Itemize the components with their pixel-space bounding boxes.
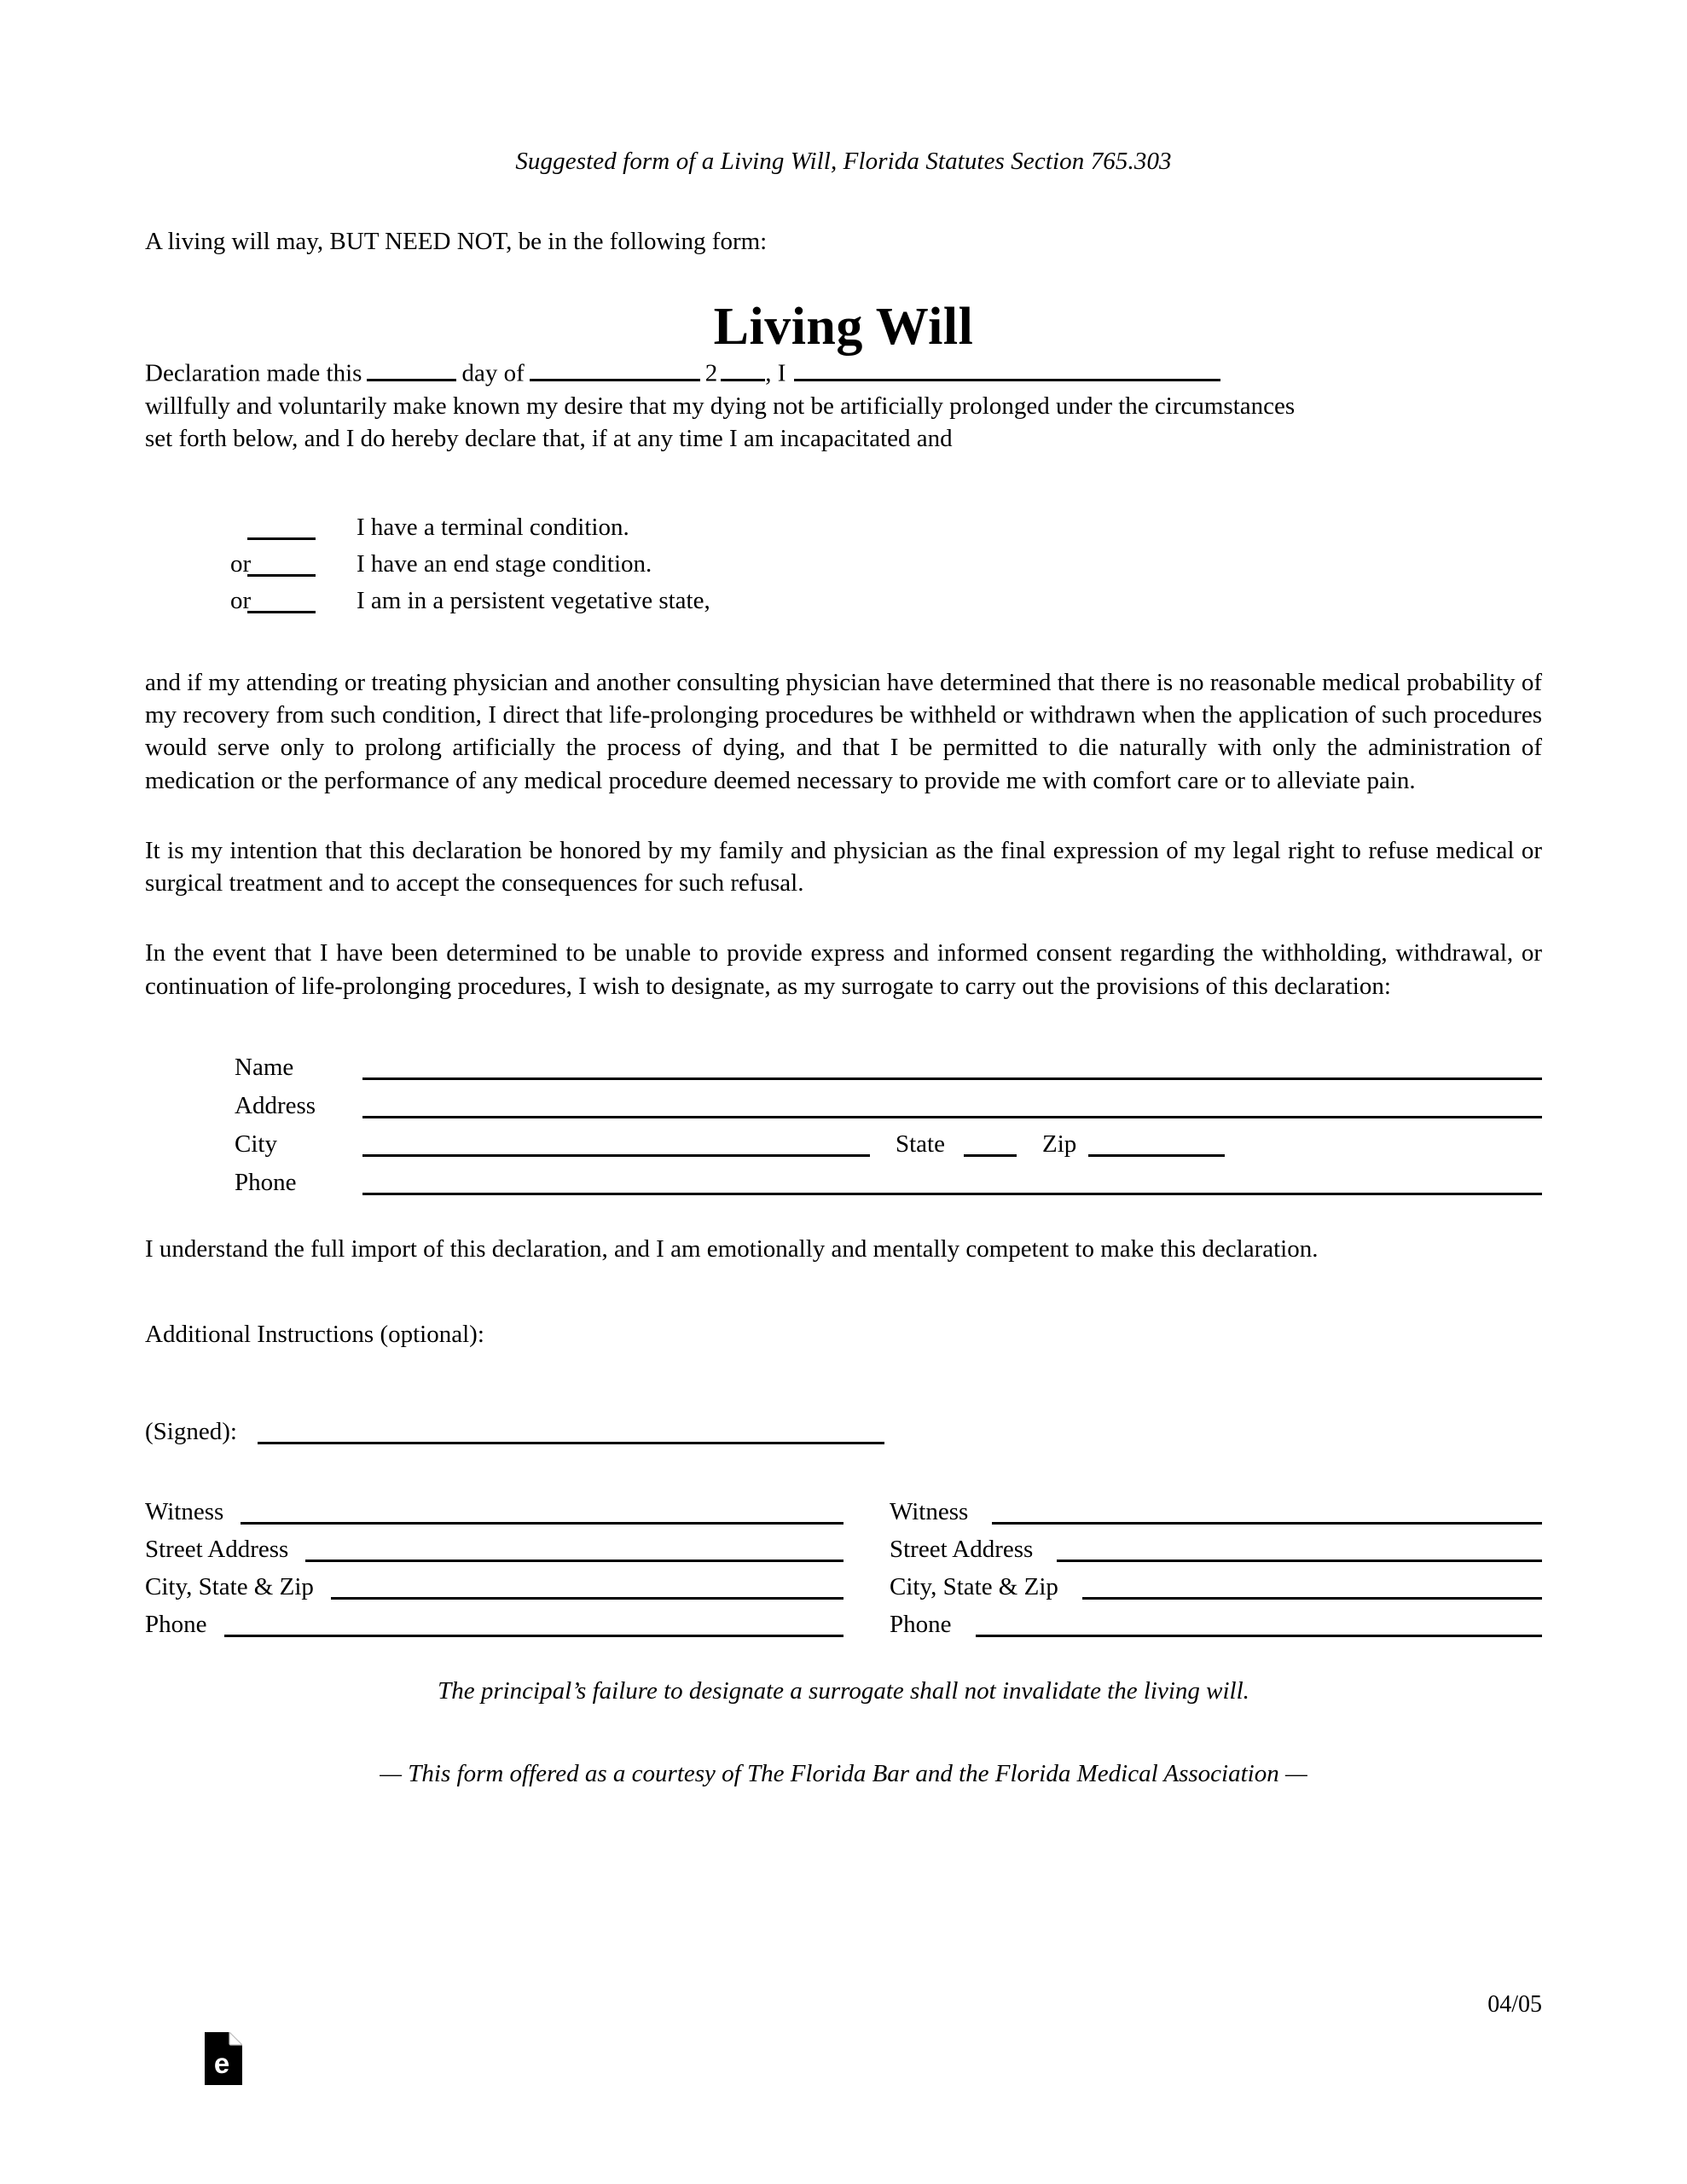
svg-text:e: e xyxy=(213,2048,230,2079)
year-prefix: 2 xyxy=(704,359,718,387)
witness-block xyxy=(145,1487,1542,1637)
signed-label: (Signed): xyxy=(145,1418,237,1446)
surrogate-city-row xyxy=(235,1118,1542,1157)
day-blank[interactable] xyxy=(367,356,456,381)
witness-1-street-row xyxy=(145,1525,844,1562)
witness-2-phone-input[interactable] xyxy=(976,1610,1543,1637)
witness-1-street-label: Street Address xyxy=(145,1536,289,1564)
paragraph-intention: It is my intention that this declaration be honored by my family and physician as the final expression of my legal right to refuse medical or surgical treatment and to accept the consequences for such refusal. xyxy=(145,836,1542,897)
declaration-opening xyxy=(145,356,1542,390)
surrogate-address-row xyxy=(235,1080,1542,1118)
spacer xyxy=(145,613,1542,666)
condition-connector-3: or xyxy=(230,586,252,614)
condition-row-terminal xyxy=(145,503,1542,540)
intro-line: A living will may, BUT NEED NOT, be in the following form: xyxy=(145,227,768,255)
surrogate-city-input[interactable] xyxy=(362,1129,870,1157)
surrogate-zip-label: Zip xyxy=(1042,1130,1077,1158)
witness-1-citystatezip-label: City, State & Zip xyxy=(145,1573,314,1601)
surrogate-state-input[interactable] xyxy=(964,1129,1017,1157)
declarant-name-blank[interactable] xyxy=(794,356,1220,381)
condition-blank-vegetative[interactable] xyxy=(247,585,316,613)
page-title: Living Will xyxy=(713,298,974,357)
witness-column-1 xyxy=(145,1487,844,1637)
surrogate-phone-input[interactable] xyxy=(362,1167,1542,1195)
paragraph-physician-determination: and if my attending or treating physician and another consulting physician have determined that there is no reasonable medical probability of my recovery from such condition, I direct that life-prolonging procedures be withheld or withdrawn when the application of such procedures would serve only to prolong artificially the process of dying, and that I be permitted to die naturally with only the administration of medication or the performance of any medical procedure deemed necessary to provide me with comfort care or to alleviate pain. xyxy=(145,668,1542,794)
condition-connector-2: or xyxy=(230,549,252,578)
surrogate-state-label: State xyxy=(896,1130,945,1158)
spacer xyxy=(145,797,1542,834)
paragraph-competency: I understand the full import of this declaration, and I am emotionally and mentally competent to make this declaration. xyxy=(145,1234,1319,1263)
condition-row-end-stage xyxy=(145,540,1542,577)
witness-1-street-input[interactable] xyxy=(305,1535,844,1562)
condition-blank-end-stage[interactable] xyxy=(247,549,316,577)
spacer xyxy=(145,899,1542,937)
additional-instructions-label: Additional Instructions (optional): xyxy=(145,1321,484,1349)
revision-stamp: 04/05 xyxy=(1487,1991,1542,2018)
witness-1-phone-input[interactable] xyxy=(224,1610,844,1637)
signature-row xyxy=(145,1402,1542,1444)
witness-2-street-label: Street Address xyxy=(890,1536,1034,1564)
condition-label-terminal: I have a terminal condition. xyxy=(357,513,629,541)
surrogate-address-label: Address xyxy=(235,1091,316,1119)
comma-i: , I xyxy=(765,359,786,387)
day-of-label: day of xyxy=(461,359,525,387)
witness-column-2 xyxy=(844,1487,1542,1637)
brand-logo-icon xyxy=(205,2032,242,2085)
witness-1-name-input[interactable] xyxy=(241,1497,844,1525)
document-content xyxy=(145,0,1542,1789)
surrogate-phone-label: Phone xyxy=(235,1168,297,1196)
witness-2-citystatezip-input[interactable] xyxy=(1082,1572,1542,1600)
conditions-list xyxy=(145,503,1542,613)
surrogate-city-label: City xyxy=(235,1130,277,1158)
month-blank[interactable] xyxy=(530,356,700,381)
surrogate-address-input[interactable] xyxy=(362,1090,1542,1118)
surrogate-fields xyxy=(235,1042,1542,1195)
year-blank[interactable] xyxy=(721,356,765,381)
surrogate-name-row xyxy=(235,1042,1542,1080)
surrogate-phone-row xyxy=(235,1157,1542,1195)
surrogate-name-label: Name xyxy=(235,1053,294,1081)
witness-1-citystatezip-row xyxy=(145,1562,844,1600)
declaration-prefix: Declaration made this xyxy=(145,359,362,387)
spacer xyxy=(145,1195,1542,1233)
signature-input[interactable] xyxy=(258,1414,884,1444)
spacer xyxy=(145,1265,1542,1318)
witness-1-label: Witness xyxy=(145,1498,224,1526)
witness-2-phone-label: Phone xyxy=(890,1611,952,1639)
witness-1-citystatezip-input[interactable] xyxy=(331,1572,844,1600)
paragraph-surrogate-intro: In the event that I have been determined to be unable to provide express and informed consent regarding the withholding, withdrawal, or continuation of life-prolonging procedures, I wish to designate, as my surrogate to carry out the provisions of this declaration: xyxy=(145,939,1542,1000)
witness-2-name-input[interactable] xyxy=(992,1497,1542,1525)
witness-2-name-row xyxy=(890,1487,1542,1525)
footer-note: The principal’s failure to designate a surrogate shall not invalidate the living will. xyxy=(438,1677,1249,1705)
witness-2-phone-row xyxy=(890,1600,1542,1637)
witness-2-street-input[interactable] xyxy=(1057,1535,1542,1562)
surrogate-name-input[interactable] xyxy=(362,1052,1542,1080)
condition-blank-terminal[interactable] xyxy=(247,512,316,540)
form-subtitle: Suggested form of a Living Will, Florida Statutes Section 765.303 xyxy=(515,148,1172,175)
witness-2-citystatezip-row xyxy=(890,1562,1542,1600)
declaration-line-2: willfully and voluntarily make known my desire that my dying not be artificially prolonged under the circumstances xyxy=(145,392,1296,421)
condition-label-end-stage: I have an end stage condition. xyxy=(357,549,652,578)
surrogate-zip-input[interactable] xyxy=(1088,1129,1225,1157)
witness-1-phone-row xyxy=(145,1600,844,1637)
condition-row-vegetative xyxy=(145,577,1542,613)
witness-2-citystatezip-label: City, State & Zip xyxy=(890,1573,1058,1601)
footer-credit: — This form offered as a courtesy of The Florida Bar and the Florida Medical Association — xyxy=(380,1760,1307,1788)
witness-1-phone-label: Phone xyxy=(145,1611,207,1639)
witness-1-name-row xyxy=(145,1487,844,1525)
declaration-line-3: set forth below, and I do hereby declare that, if at any time I am incapacitated and xyxy=(145,425,953,453)
witness-2-label: Witness xyxy=(890,1498,969,1526)
condition-label-vegetative: I am in a persistent vegetative state, xyxy=(357,586,710,614)
witness-2-street-row xyxy=(890,1525,1542,1562)
